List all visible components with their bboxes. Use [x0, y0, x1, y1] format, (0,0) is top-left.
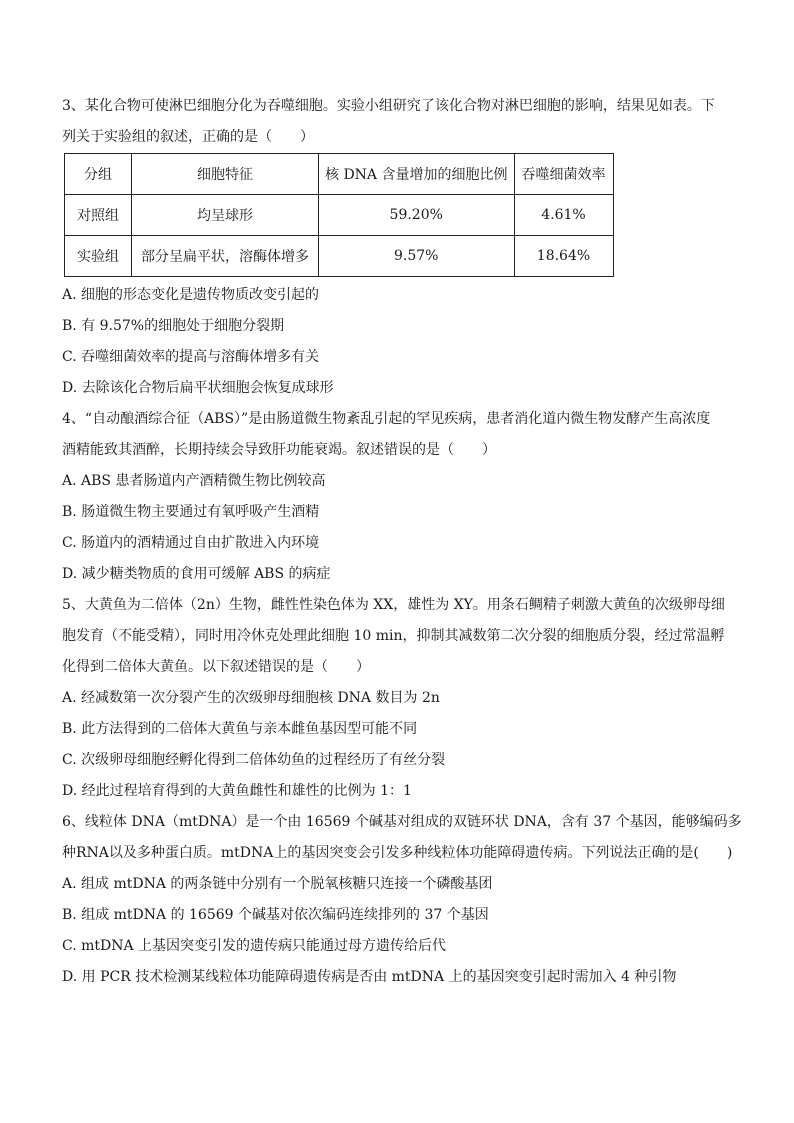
option-d: D. 经此过程培育得到的大黄鱼雌性和雄性的比例为 1：1 [62, 783, 412, 799]
stem-line: 胞发育（不能受精），同时用冷休克处理此细胞 10 min，抑制其减数第二次分裂的细胞质分裂，经过常温孵 [62, 628, 725, 644]
option-c: C. 次级卵母细胞经孵化得到二倍体幼鱼的过程经历了有丝分裂 [62, 752, 446, 768]
option-b: B. 组成 mtDNA 的 16569 个碱基对依次编码连续排列的 37 个基因 [62, 907, 489, 923]
table-header-cell: 核 DNA 含量增加的细胞比例 [319, 154, 515, 195]
stem-line: 种RNA以及多种蛋白质。mtDNA上的基因突变会引发多种线粒体功能障碍遗传病。下列说法正确的是( ) [62, 845, 733, 861]
option-c: C. 吞噬细菌效率的提高与溶酶体增多有关 [62, 349, 320, 365]
option-b: B. 有 9.57%的细胞处于细胞分裂期 [62, 318, 285, 334]
table-row [65, 236, 614, 277]
table-header-row [65, 154, 614, 195]
option-a: A. 经减数第一次分裂产生的次级卵母细胞核 DNA 数目为 2n [62, 690, 440, 706]
option-b: B. 肠道微生物主要通过有氧呼吸产生酒精 [62, 504, 320, 520]
question-3 [62, 96, 732, 398]
option-c: C. mtDNA 上基因突变引发的遗传病只能通过母方遗传给后代 [62, 938, 447, 954]
stem-line: 化得到二倍体大黄鱼。以下叙述错误的是（ ） [62, 659, 370, 675]
table-cell: 实验组 [65, 236, 132, 277]
stem-line: 3、某化合物可使淋巴细胞分化为吞噬细胞。实验小组研究了该化合物对淋巴细胞的影响，结果见如表。下 [62, 98, 715, 114]
table-cell: 4.61% [514, 195, 613, 236]
question-6 [62, 812, 742, 987]
table-header-cell: 吞噬细菌效率 [514, 154, 613, 195]
table-cell: 9.57% [319, 236, 515, 277]
question-stem [62, 595, 732, 677]
option-d: D. 用 PCR 技术检测某线粒体功能障碍遗传病是否由 mtDNA 上的基因突变引起时需加入 4 种引物 [62, 969, 677, 985]
results-table-wrap [62, 153, 732, 277]
stem-line: 4、“自动酿酒综合征（ABS）”是由肠道微生物紊乱引起的罕见疾病，患者消化道内微生物发酵产生高浓度 [62, 411, 711, 427]
table-row [65, 195, 614, 236]
table-header-cell: 细胞特征 [132, 154, 319, 195]
table-cell: 59.20% [319, 195, 515, 236]
question-5 [62, 595, 732, 801]
option-d: D. 去除该化合物后扁平状细胞会恢复成球形 [62, 380, 334, 396]
option-c: C. 肠道内的酒精通过自由扩散进入内环境 [62, 535, 320, 551]
stem-line: 酒精能致其酒醉，长期持续会导致肝功能衰竭。叙述错误的是（ ） [62, 442, 496, 458]
stem-line: 5、大黄鱼为二倍体（2n）生物，雌性性染色体为 XX，雄性为 XY。用条石鲷精子刺激大黄鱼的次级卵母细 [62, 597, 725, 613]
table-cell: 部分呈扁平状，溶酶体增多 [132, 236, 319, 277]
option-d: D. 减少糖类物质的食用可缓解 ABS 的病症 [62, 566, 331, 582]
results-table [64, 153, 614, 277]
option-a: A. 细胞的形态变化是遗传物质改变引起的 [62, 287, 320, 303]
option-b: B. 此方法得到的二倍体大黄鱼与亲本雌鱼基因型可能不同 [62, 721, 418, 737]
table-cell: 对照组 [65, 195, 132, 236]
question-4 [62, 409, 732, 584]
exam-page [62, 96, 742, 987]
table-cell: 均呈球形 [132, 195, 319, 236]
stem-line: 6、线粒体 DNA（mtDNA）是一个由 16569 个碱基对组成的双链环状 DNA，含有 37 个基因，能够编码多 [62, 814, 742, 830]
question-stem [62, 96, 732, 147]
question-stem [62, 409, 732, 460]
stem-line: 列关于实验组的叙述，正确的是（ ） [62, 129, 314, 145]
table-header-cell: 分组 [65, 154, 132, 195]
question-stem [62, 812, 742, 863]
table-cell: 18.64% [514, 236, 613, 277]
option-a: A. 组成 mtDNA 的两条链中分别有一个脱氧核糖只连接一个磷酸基团 [62, 876, 493, 892]
option-a: A. ABS 患者肠道内产酒精微生物比例较高 [62, 473, 326, 489]
